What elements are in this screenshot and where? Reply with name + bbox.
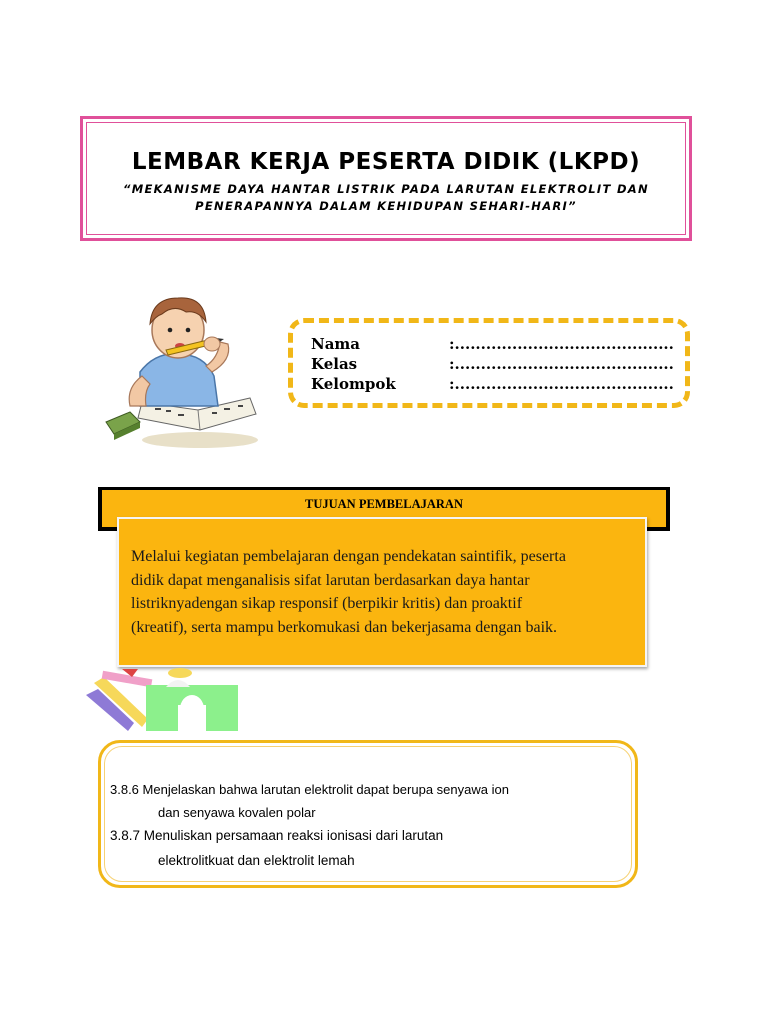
student-identity-box [288, 318, 690, 408]
page-subtitle [113, 181, 659, 215]
identity-label: Kelas [311, 355, 358, 373]
identity-field-nama[interactable]: :.......................................... [449, 335, 674, 353]
identity-field-kelompok[interactable]: :.......................................... [449, 375, 674, 393]
indicator-line: 3.8.6 Menjelaskan bahwa larutan elektrolit dapat berupa senyawa ion [110, 782, 509, 797]
identity-field-kelas[interactable]: :.......................................... [449, 355, 674, 373]
tujuan-title: TUJUAN PEMBELAJARAN [305, 497, 463, 511]
student-studying-illustration [100, 280, 260, 455]
identity-label: Kelompok [311, 375, 396, 393]
tujuan-line: Melalui kegiatan pembelajaran dengan pendekatan saintifik, peserta [131, 548, 566, 565]
indicator-box [98, 740, 638, 888]
indicator-line: elektrolitkuat dan elektrolit lemah [158, 853, 355, 868]
tujuan-line: listriknyadengan sikap responsif (berpikir kritis) dan proaktif [131, 595, 523, 612]
tujuan-text [131, 545, 629, 639]
indicator-line: 3.8.7 Menuliskan persamaan reaksi ionisasi dari larutan [110, 828, 444, 843]
subtitle-line-2: PENERAPANNYA DALAM KEHIDUPAN SEHARI-HARI” [195, 199, 577, 213]
identity-row-nama [311, 335, 674, 353]
tujuan-line: didik dapat menganalisis sifat larutan berdasarkan daya hantar [131, 571, 530, 589]
tujuan-line: (kreatif), serta mampu berkomukasi dan bekerjasama dengan baik. [131, 618, 558, 636]
subtitle-line-1: “MEKANISME DAYA HANTAR LISTRIK PADA LARUTAN ELEKTROLIT DAN [123, 182, 649, 196]
title-inner-border [86, 122, 686, 235]
stationery-clipart [82, 665, 242, 735]
indicator-line: dan senyawa kovalen polar [158, 805, 316, 820]
page-title: LEMBAR KERJA PESERTA DIDIK (LKPD) [131, 149, 641, 175]
tujuan-content-box [117, 517, 647, 667]
title-box [80, 116, 692, 241]
identity-row-kelas [311, 355, 674, 373]
identity-label: Nama [311, 335, 361, 353]
identity-row-kelompok [311, 375, 674, 393]
